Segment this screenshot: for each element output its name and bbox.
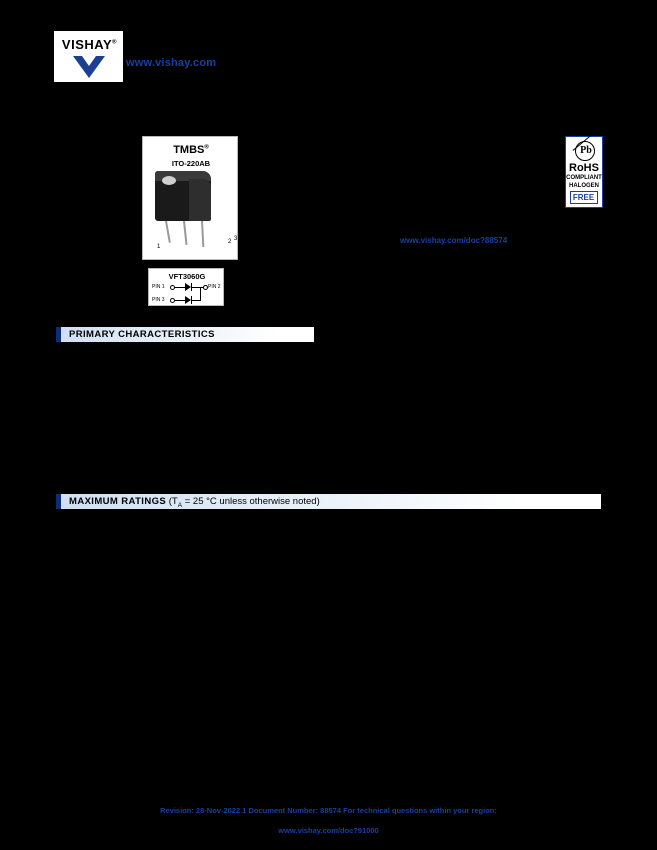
footer-link-questions[interactable]: For technical questions within your region: [343, 806, 497, 815]
schematic-wire-top-right [192, 287, 204, 288]
package-pin-2 [183, 221, 187, 245]
schematic-wire-top [175, 287, 185, 288]
section-maximum-ratings [56, 494, 601, 509]
rohs-compliant-label: COMPLIANT [566, 175, 602, 181]
halogen-free-box [570, 191, 598, 204]
schematic-diode-2-bar [191, 296, 192, 304]
schematic-diode-1-bar [191, 283, 192, 291]
package-pin-label-1: 1 [157, 244, 161, 250]
schematic-part-number: VFT3060G [168, 272, 206, 281]
package-subtitle: ITO-220AB [171, 159, 211, 168]
package-pin-1 [165, 221, 171, 243]
schematic-wire-bottom [175, 300, 185, 301]
document-link[interactable]: www.vishay.com/doc?88574 [400, 236, 508, 245]
compliance-badge [565, 136, 603, 208]
vishay-website-link[interactable]: www.vishay.com [126, 57, 217, 69]
rohs-label: RoHS [569, 162, 599, 174]
vishay-wordmark: VISHAY® [61, 37, 118, 52]
schematic-pin3-label: PIN 3 [152, 297, 165, 303]
footer-link-revision[interactable]: Revision: 28-Nov-2022 [160, 806, 241, 815]
footer-links [0, 806, 657, 815]
vishay-logo [54, 31, 123, 82]
package-pin-label-3: 3 [234, 236, 238, 242]
package-title: TMBS® [173, 144, 209, 156]
registered-mark-icon: ® [112, 39, 118, 46]
package-mounting-hole [162, 176, 176, 185]
footer-link-document[interactable]: Document Number: 88574 [248, 806, 342, 815]
halogen-label: HALOGEN [569, 183, 599, 189]
package-pin-label-2: 2 [228, 239, 232, 245]
footer-page-number: 1 [242, 806, 247, 815]
package-drawing [142, 136, 238, 260]
pb-symbol-label: Pb [580, 145, 592, 156]
section-maximum-ratings-title: MAXIMUM RATINGS ($T_A = 25$ °C unless otherwise noted) [69, 496, 320, 509]
halogen-free-label: FREE [572, 193, 595, 202]
package-pin-3 [201, 221, 204, 247]
section-primary-characteristics-title: PRIMARY CHARACTERISTICS [69, 329, 215, 340]
section-maximum-ratings-note: ($T_A = 25$ °C unless otherwise noted) [168, 496, 320, 509]
registered-mark-icon: ® [204, 144, 209, 151]
schematic-wire-vertical [200, 287, 201, 301]
schematic-pin1-label: PIN 1 [152, 284, 165, 290]
section-primary-characteristics [56, 327, 314, 342]
package-shadow-shape [189, 179, 211, 221]
schematic-pin2-label: PIN 2 [208, 284, 221, 290]
vishay-triangle-inner-icon [82, 56, 96, 66]
footer-url-link[interactable]: www.vishay.com/doc?91000 [278, 826, 379, 835]
schematic-diagram [148, 268, 224, 306]
